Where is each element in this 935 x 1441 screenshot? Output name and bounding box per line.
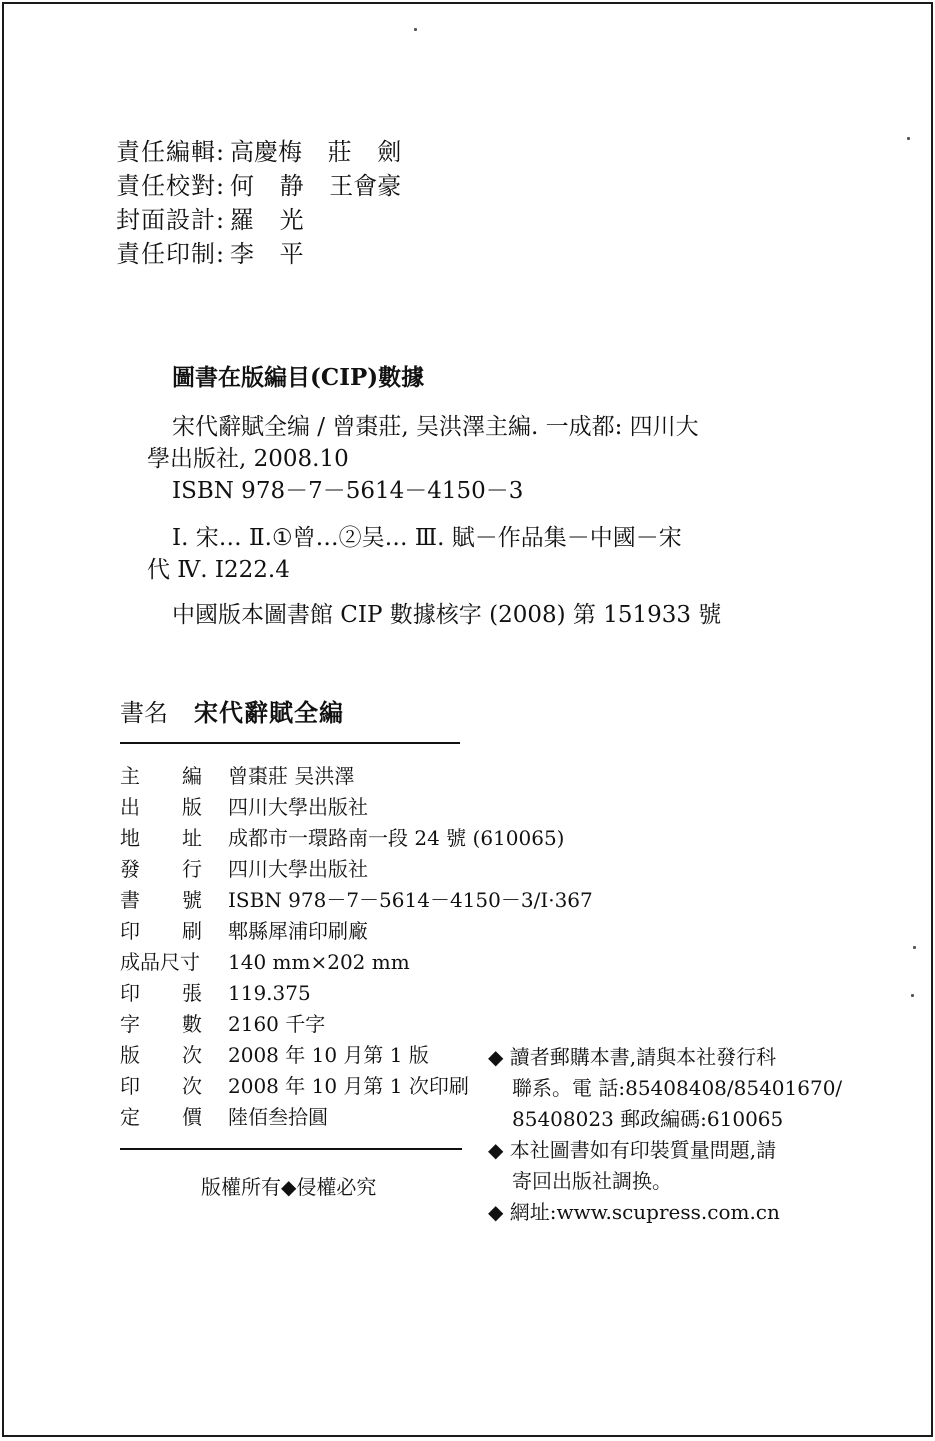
spec-label: 主 編 [120, 764, 202, 788]
credit-label: 責任校對: [116, 172, 226, 200]
spec-value: 陸佰叁拾圓 [228, 1105, 328, 1129]
credit-value: 李 平 [230, 240, 304, 268]
spec-value: 四川大學出版社 [228, 857, 368, 881]
scan-speck [911, 994, 914, 997]
cip-isbn: ISBN 978－7－5614－4150－3 [172, 478, 524, 504]
credit-value: 高慶梅 莊 劍 [230, 138, 402, 166]
spec-value: 119.375 [228, 981, 311, 1005]
spec-value: 郫縣犀浦印刷廠 [228, 919, 368, 943]
reader-notice [488, 1042, 843, 1228]
notice-line: ◆ 讀者郵購本書,請與本社發行科 [488, 1045, 777, 1069]
spec-row [120, 947, 593, 978]
spec-label: 書 號 [120, 888, 202, 912]
scan-speck [414, 28, 417, 31]
divider [120, 742, 460, 744]
spec-label: 版 次 [120, 1043, 202, 1067]
copyright-page [2, 2, 933, 1437]
spec-value: 2008 年 10 月第 1 次印刷 [228, 1074, 469, 1098]
book-title-label: 書名 [120, 699, 168, 727]
cip-entry-line: 學出版社, 2008.10 [147, 446, 349, 472]
spec-row [120, 978, 593, 1009]
credit-label: 責任編輯: [116, 138, 226, 166]
spec-value: 2008 年 10 月第 1 版 [228, 1043, 429, 1067]
spec-label: 成品尺寸 [120, 950, 200, 974]
cip-classification: 代 Ⅳ. I222.4 [147, 557, 290, 583]
cip-heading: 圖書在版編目(CIP)數據 [172, 364, 425, 391]
spec-value: 140 mm×202 mm [228, 950, 410, 974]
credit-row [116, 203, 401, 237]
cip-classification: Ⅰ. 宋… Ⅱ.①曾…②吴… Ⅲ. 賦－作品集－中國－宋 [172, 525, 682, 551]
notice-line: ◆ 本社圖書如有印裝質量問題,請 [488, 1138, 777, 1162]
spec-label: 印 張 [120, 981, 202, 1005]
credit-value: 羅 光 [230, 206, 304, 234]
spec-row [120, 1009, 593, 1040]
divider [120, 1148, 462, 1150]
credit-row [116, 135, 401, 169]
spec-label: 字 數 [120, 1012, 202, 1036]
spec-row [120, 792, 593, 823]
cip-entry-line: 宋代辭賦全编 / 曾棗莊, 吴洪澤主編. 一成都: 四川大 [172, 414, 699, 440]
spec-label: 印 刷 [120, 919, 202, 943]
spec-row [120, 885, 593, 916]
spec-label: 地 址 [120, 826, 202, 850]
spec-row [120, 761, 593, 792]
spec-label: 定 價 [120, 1105, 202, 1129]
spec-label: 出 版 [120, 795, 202, 819]
spec-row [120, 916, 593, 947]
spec-row [120, 823, 593, 854]
credit-row [116, 169, 401, 203]
credit-value: 何 静 王會豪 [230, 172, 402, 200]
editorial-credits [116, 135, 401, 271]
book-title-row [120, 693, 344, 728]
book-title-value: 宋代辭賦全編 [194, 698, 344, 727]
spec-label: 印 次 [120, 1074, 202, 1098]
scan-speck [907, 137, 910, 140]
spec-value: 曾棗莊 吴洪澤 [228, 764, 355, 788]
spec-value: 四川大學出版社 [228, 795, 368, 819]
notice-website: ◆ 網址:www.scupress.com.cn [488, 1200, 780, 1224]
notice-line: 寄回出版社調换。 [512, 1169, 672, 1193]
credit-label: 責任印制: [116, 240, 226, 268]
scan-speck [913, 946, 916, 949]
notice-line: 85408023 郵政編碼:610065 [512, 1107, 784, 1131]
cip-approval-number: 中國版本圖書館 CIP 數據核字 (2008) 第 151933 號 [172, 602, 722, 628]
spec-value: 2160 千字 [228, 1012, 326, 1036]
spec-value: 成都市一環路南一段 24 號 (610065) [228, 826, 565, 850]
credit-row [116, 237, 401, 271]
spec-value: ISBN 978－7－5614－4150－3/I·367 [228, 888, 593, 912]
credit-label: 封面設計: [116, 206, 226, 234]
copyright-notice: 版權所有◆侵權必究 [201, 1175, 377, 1199]
spec-row [120, 854, 593, 885]
notice-line: 聯系。電 話:85408408/85401670/ [512, 1076, 843, 1100]
spec-label: 發 行 [120, 857, 202, 881]
